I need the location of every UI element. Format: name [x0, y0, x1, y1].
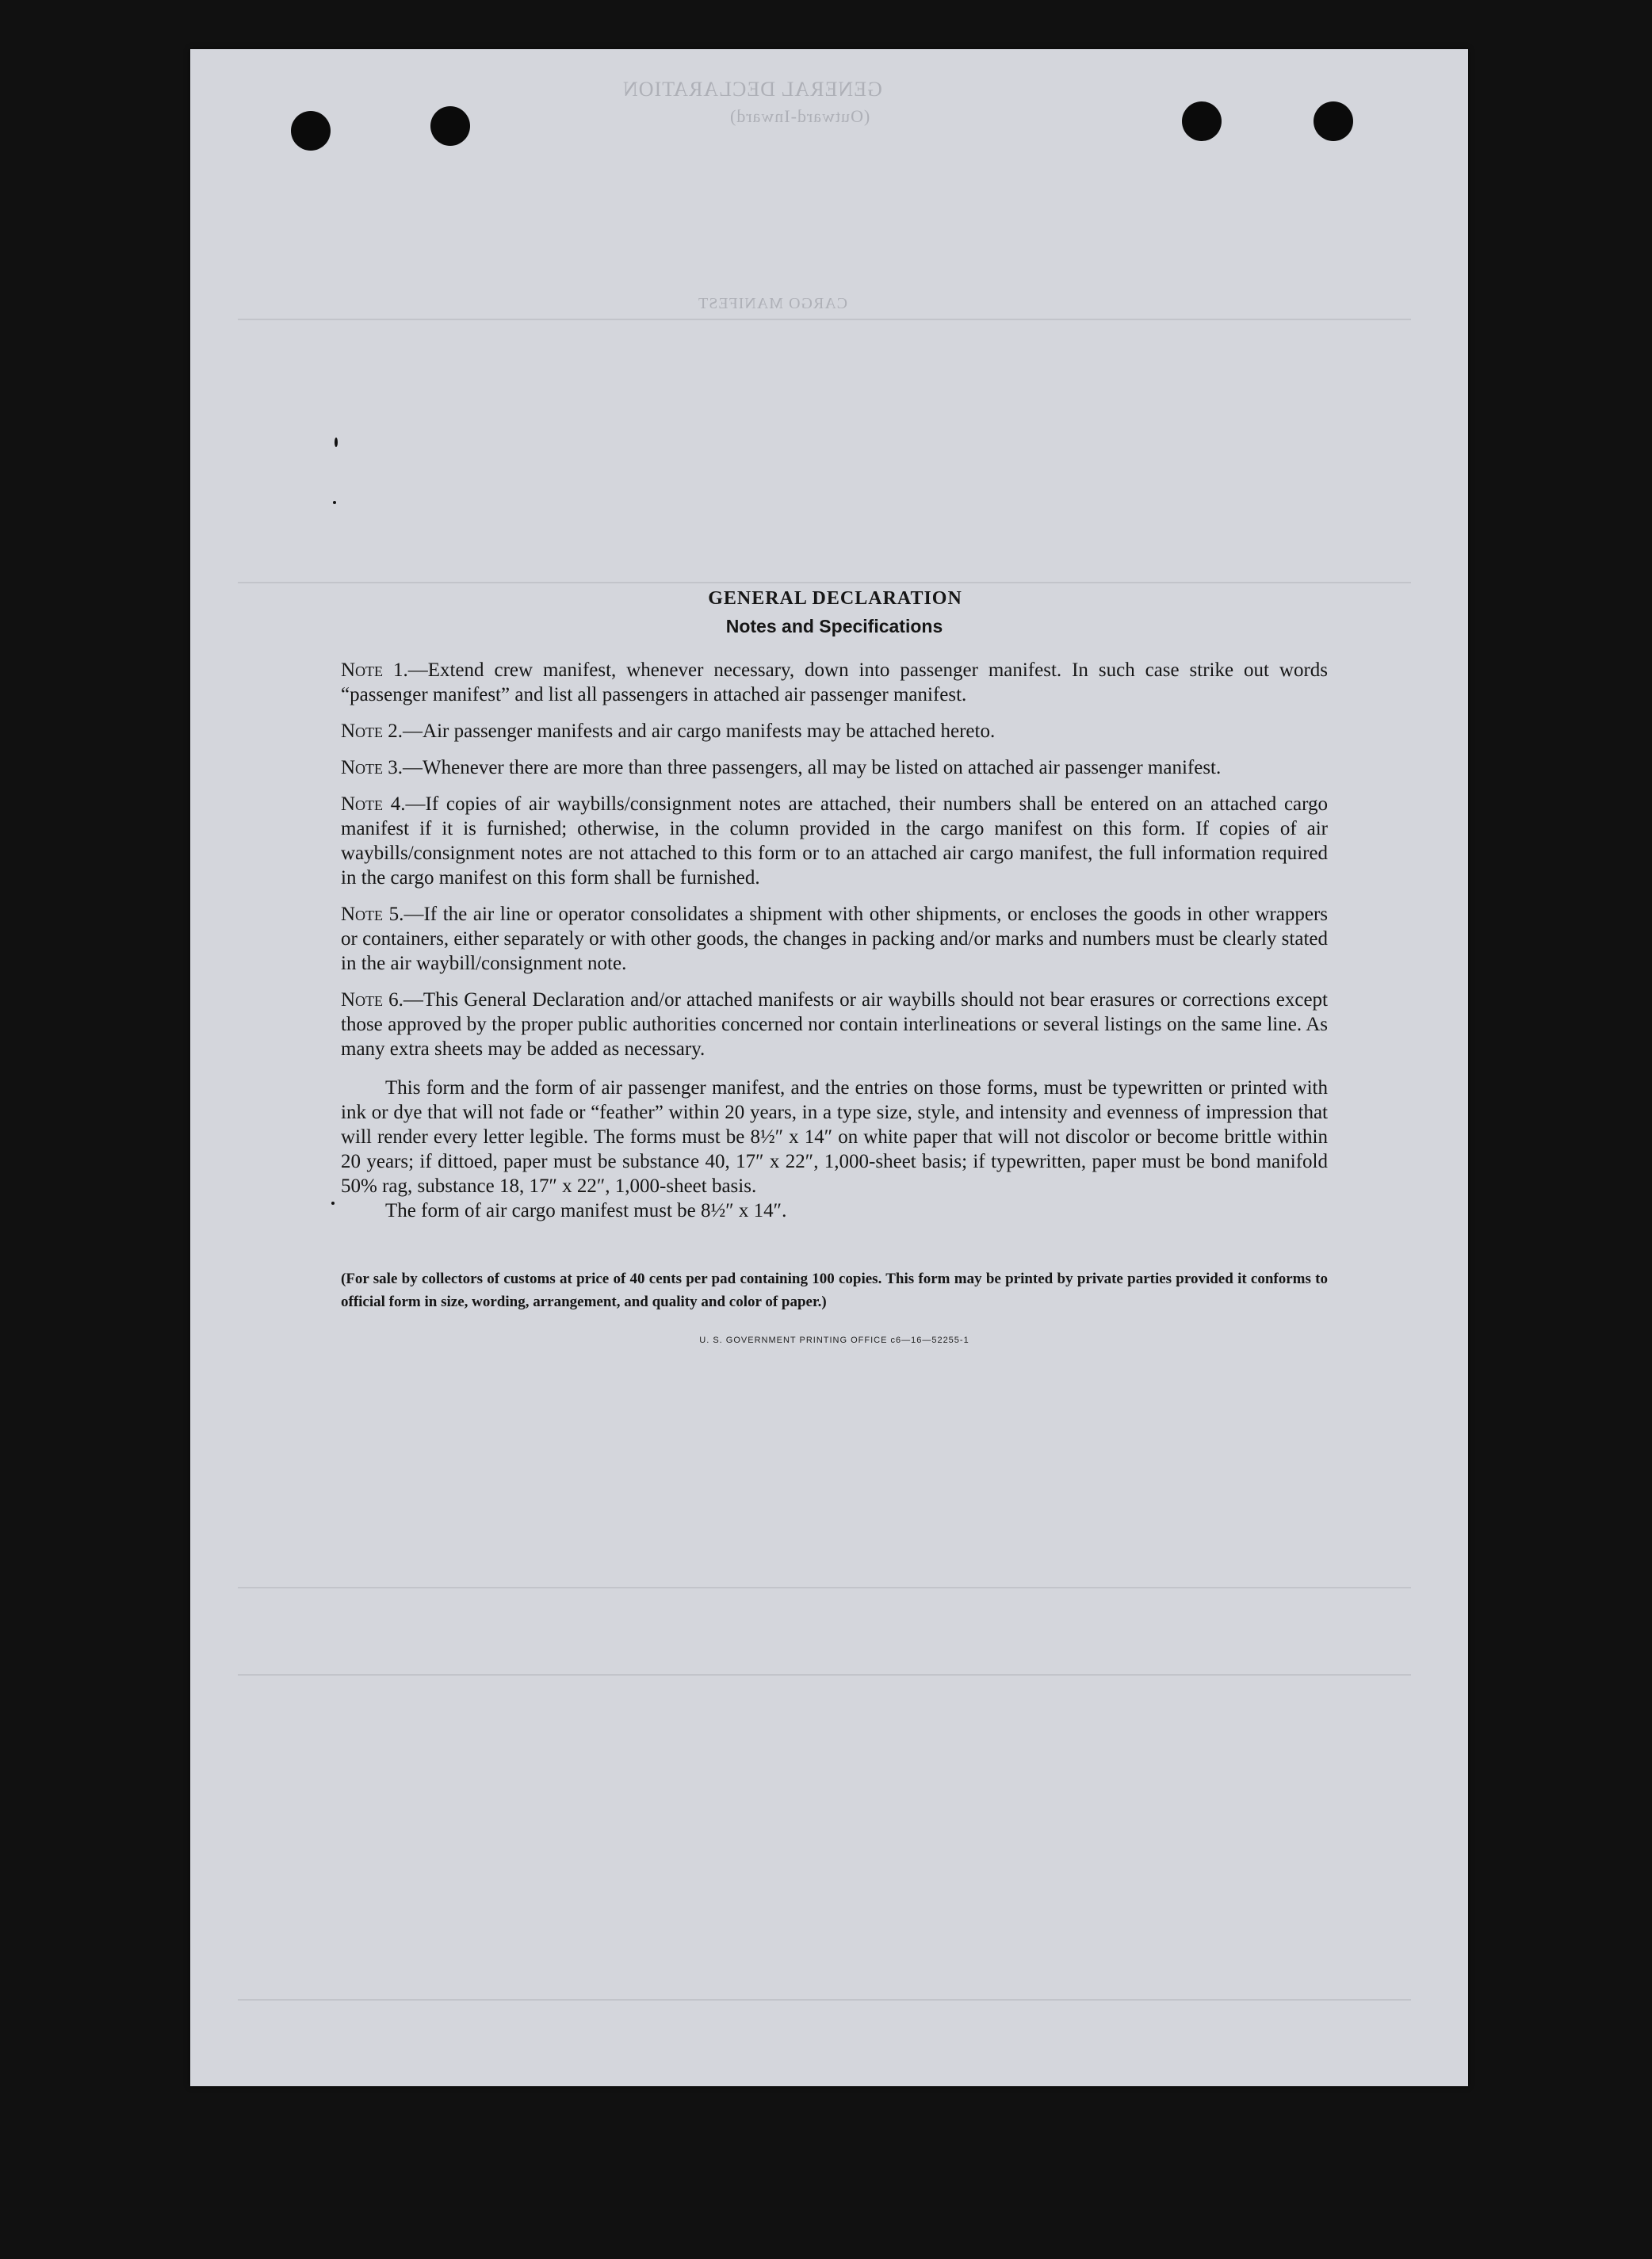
bleed-through-rule	[238, 1674, 1411, 1676]
ink-speck	[335, 438, 338, 447]
note-item	[341, 658, 1328, 707]
note-label: Note 2.	[341, 721, 403, 742]
specification-paragraph: This form and the form of air passenger manifest, and the entries on those forms, must be typewritten or printed with ink or dye that will not fade or “feather” within 20 years, in a type size, style, and intensity and evenness of impression that will render every letter legible. The forms must be 8½″ x 14″ on white paper that will not discolor or become brittle within 20 years; if dittoed, paper must be substance 40, 17″ x 22″, 1,000-sheet basis; if typewritten, paper must be bond manifold 50% rag, substance 18, 17″ x 22″, 1,000-sheet basis.	[341, 1077, 1328, 1197]
page-subtitle: Notes and Specifications	[725, 616, 943, 636]
note-text: —If copies of air waybills/consignment notes are attached, their numbers shall be entered on an attached cargo manifest if it is furnished; otherwise, in the column provided in the cargo manifest on this form. If copies of air waybills/consignment notes are not attached to this form or to an attached air cargo manifest, the full information required in the cargo manifest on this form shall be furnished.	[341, 793, 1329, 889]
note-item	[341, 792, 1328, 890]
notes-section	[341, 588, 1328, 1345]
note-text: —This General Declaration and/or attached manifests or air waybills should not bear erasures or corrections except those approved by the proper public authorities concerned nor contain interlineations or several listings on the same line. As many extra sheets may be added as necessary.	[341, 989, 1328, 1060]
sale-note: (For sale by collectors of customs at price of 40 cents per pad containing 100 copies. This form may be printed by private parties provided it conforms to official form in size, wording, arrangement, and quality and color of paper.)	[341, 1271, 1328, 1310]
bleed-through-rule	[238, 319, 1411, 320]
ink-speck	[333, 501, 336, 504]
note-text: —If the air line or operator consolidates a shipment with other shipments, or encloses the goods in other wrappers or containers, either separately or with other goods, the changes in packing and/or marks and numbers must be clearly stated in the air waybill/consignment note.	[341, 904, 1329, 974]
punch-hole	[1182, 101, 1222, 141]
bleed-through-rule	[238, 1587, 1411, 1588]
ink-speck	[331, 1202, 335, 1205]
note-label: Note 4.	[341, 793, 406, 815]
note-label: Note 5.	[341, 904, 404, 925]
punch-hole	[1314, 101, 1353, 141]
note-label: Note 3.	[341, 757, 403, 778]
page-title: GENERAL DECLARATION	[708, 588, 962, 609]
note-item	[341, 719, 1328, 743]
note-label: Note 6.	[341, 989, 403, 1011]
printing-office-imprint: U. S. GOVERNMENT PRINTING OFFICE c6—16—52255-1	[699, 1336, 969, 1345]
note-item	[341, 988, 1328, 1061]
punch-hole	[291, 111, 331, 151]
note-item	[341, 755, 1328, 780]
punch-hole	[430, 106, 470, 146]
note-text: —Extend crew manifest, whenever necessary, down into passenger manifest. In such case strike out words “passenger manifest” and list all passengers in attached air passenger manifest.	[341, 659, 1329, 705]
cargo-manifest-size-line: The form of air cargo manifest must be 8½″ x 14″.	[385, 1200, 787, 1221]
bleed-through-rule	[238, 582, 1411, 583]
bleed-through-manifest-heading: CARGO MANIFEST	[698, 295, 848, 312]
note-item	[341, 902, 1328, 976]
note-text: —Air passenger manifests and air cargo manifests may be attached hereto.	[403, 721, 996, 742]
bleed-through-rule	[238, 1999, 1411, 2001]
bleed-through-title: GENERAL DECLARATION	[622, 78, 882, 101]
note-text: —Whenever there are more than three passengers, all may be listed on attached air passenger manifest.	[403, 757, 1222, 778]
bleed-through-subtitle: (Outward-Inward)	[729, 106, 870, 126]
note-label: Note 1.	[341, 659, 408, 681]
